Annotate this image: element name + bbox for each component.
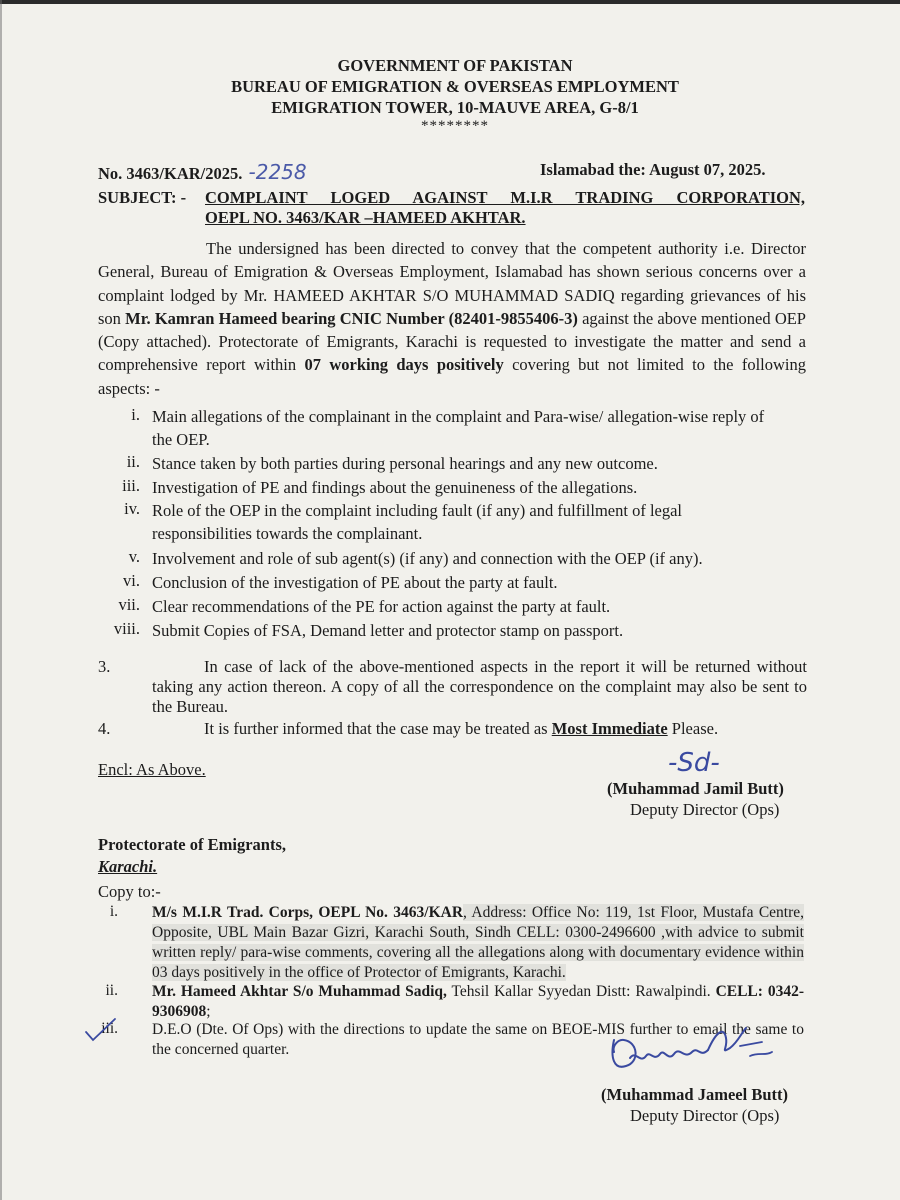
aspect-num-4: iv. — [124, 499, 140, 518]
copy-2-end: ; — [206, 1003, 211, 1020]
subject-label: SUBJECT: - — [98, 188, 187, 207]
aspect-num-5: v. — [128, 547, 140, 566]
recipient-office: Protectorate of Emigrants, — [98, 835, 287, 854]
reference-number-text: No. 3463/KAR/2025. — [98, 164, 243, 183]
para-4-number: 4. — [98, 719, 111, 738]
para-4-body-a: It is further informed that the case may be treated as — [204, 719, 552, 738]
copy-1-addressee: M/s M.I.R Trad. Corps, OEPL No. 3463/KAR — [152, 904, 464, 921]
scan-edge-left — [0, 0, 2, 1200]
header-government: GOVERNMENT OF PAKISTAN — [337, 56, 573, 75]
copy-2-cell: CELL: 0342-9306908 — [152, 983, 804, 1020]
header-bureau: BUREAU OF EMIGRATION & OVERSEAS EMPLOYMENT — [231, 77, 679, 96]
place-date: Islamabad the: August 07, 2025. — [540, 160, 766, 179]
subject-line-2: OEPL NO. 3463/KAR –HAMEED AKHTAR. — [205, 208, 526, 227]
aspect-text-1: Main allegations of the complainant in the complaint and Para-wise/ allegation-wise reply of the OEP. — [152, 407, 765, 450]
body-text-1: The undersigned has been directed to convey that the competent authority i.e. Director General, Bureau of Emigration & Overseas Employment, Islamabad has shown serious concerns over a complaint lodged by Mr. HAMEED AKHTAR S/O MUHAMMAD SADIQ regarding grievances of his son — [98, 239, 806, 328]
check-mark-icon — [84, 1016, 118, 1044]
signatory-1-title: Deputy Director (Ops) — [630, 800, 780, 819]
copy-num-3: iii. — [101, 1020, 118, 1037]
aspect-num-8: viii. — [113, 619, 140, 638]
most-immediate-label: Most Immediate — [551, 719, 668, 738]
aspect-text-2: Stance taken by both parties during personal hearings and any new outcome. — [152, 454, 658, 473]
copy-num-1: i. — [109, 903, 118, 920]
copy-text-1 — [152, 903, 804, 983]
para-4-text — [152, 719, 807, 739]
aspect-num-7: vii. — [118, 595, 140, 614]
copy-1-details: , Address: Office No: 119, 1st Floor, Mustafa Centre, Opposite, UBL Main Bazar Gizri, Karachi South, Sindh CELL: 0300-2496600 ,with advice to submit written reply/ para-wise comments, covering all the allegations along with documentary evidence within 03 days positively in the office of Protector of Emigrants, Karachi. — [152, 904, 805, 981]
body-text-3: covering but not limited to the following aspects: - — [98, 355, 806, 398]
para-4-body-c: Please. — [667, 719, 719, 738]
aspect-text-5: Involvement and role of sub agent(s) (if any) and connection with the OEP (if any). — [152, 549, 703, 568]
aspect-num-3: iii. — [122, 476, 140, 495]
aspect-text-8: Submit Copies of FSA, Demand letter and protector stamp on passport. — [152, 621, 624, 640]
signatory-2-name: (Muhammad Jameel Butt) — [601, 1085, 788, 1104]
aspect-text-3: Investigation of PE and findings about the genuineness of the allegations. — [152, 478, 638, 497]
aspect-num-6: vi. — [123, 571, 140, 590]
copy-to-label: Copy to:- — [98, 882, 161, 901]
signatory-2-title: Deputy Director (Ops) — [630, 1106, 780, 1125]
header-address: EMIGRATION TOWER, 10-MAUVE AREA, G-8/1 — [271, 98, 639, 117]
copy-2-address: Tehsil Kallar Syyedan Distt: Rawalpindi. — [446, 983, 716, 1000]
subject-line-1: COMPLAINT LOGED AGAINST M.I.R TRADING CORPORATION, — [205, 188, 805, 207]
reference-number — [98, 160, 307, 184]
handwritten-diary-number: -2258 — [248, 160, 307, 184]
body-bold-deadline: 07 working days positively — [304, 355, 504, 375]
handwritten-signature-icon — [600, 1012, 780, 1082]
recipient-city: Karachi. — [98, 857, 158, 876]
header-stars: ******** — [421, 118, 489, 134]
signatory-1-name: (Muhammad Jamil Butt) — [607, 779, 784, 798]
body-bold-cnic: Mr. Kamran Hameed bearing CNIC Number (82401-9855406-3) — [125, 308, 578, 328]
copy-num-2: ii. — [105, 982, 118, 999]
aspect-text-7: Clear recommendations of the PE for action against the party at fault. — [152, 597, 611, 616]
enclosure-note: Encl: As Above. — [98, 760, 206, 779]
para-3-number: 3. — [98, 657, 111, 676]
copy-2-addressee: Mr. Hameed Akhtar S/o Muhammad Sadiq, — [152, 983, 447, 1000]
para-3-text — [152, 657, 807, 717]
copy-text-3: D.E.O (Dte. Of Ops) with the directions to update the same on BEOE-MIS further to email the same to the concerned quarter. — [152, 1021, 804, 1058]
para-3-body: In case of lack of the above-mentioned aspects in the report it will be returned without taking any action thereon. A copy of all the correspondence on the complaint may also be sent to the Bureau. — [152, 657, 807, 716]
scan-edge-top — [0, 0, 900, 4]
body-text-2: against the above mentioned OEP (Copy attached). Protectorate of Emigrants, Karachi is requested to investigate the matter and send a comprehensive report within — [98, 308, 806, 375]
body-paragraph — [98, 237, 806, 400]
aspect-text-6: Conclusion of the investigation of PE about the party at fault. — [152, 573, 558, 592]
aspect-num-1: i. — [131, 405, 140, 424]
aspect-text-4: Role of the OEP in the complaint including fault (if any) and fulfillment of legal responsibilities towards the complainant. — [152, 501, 683, 544]
signature-mark-sd: -Sd- — [668, 748, 720, 778]
aspect-num-2: ii. — [126, 452, 140, 471]
